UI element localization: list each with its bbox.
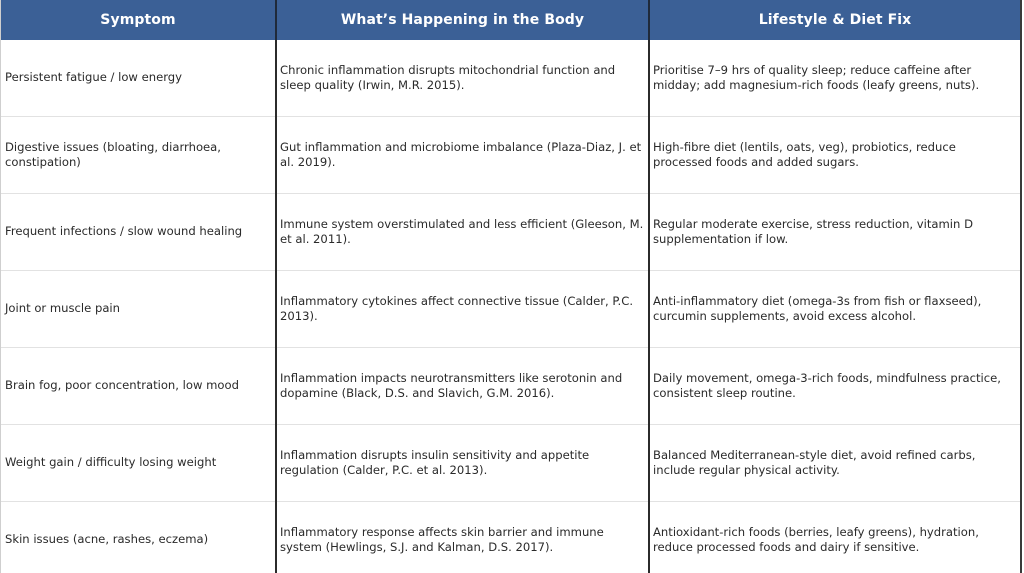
table-row bbox=[1, 502, 1020, 573]
symptom-table bbox=[1, 0, 1020, 573]
body-cell: Inflammatory response affects skin barrier and immune system (Hewlings, S.J. and Kalman, D.S. 2017). bbox=[276, 502, 649, 573]
table-row bbox=[1, 40, 1020, 117]
table-row bbox=[1, 117, 1020, 194]
column-header-symptom: Symptom bbox=[1, 0, 276, 40]
fix-cell: Regular moderate exercise, stress reduction, vitamin D supplementation if low. bbox=[649, 194, 1020, 271]
symptom-cell: Persistent fatigue / low energy bbox=[5, 70, 182, 85]
body-cell: Inflammation impacts neurotransmitters like serotonin and dopamine (Black, D.S. and Slavich, G.M. 2016). bbox=[276, 348, 649, 425]
table-row bbox=[1, 194, 1020, 271]
fix-cell: Antioxidant-rich foods (berries, leafy greens), hydration, reduce processed foods and dairy if sensitive. bbox=[649, 502, 1020, 573]
table-row bbox=[1, 425, 1020, 502]
fix-cell: Balanced Mediterranean-style diet, avoid refined carbs, include regular physical activity. bbox=[649, 425, 1020, 502]
body-cell: Inflammatory cytokines affect connective tissue (Calder, P.C. 2013). bbox=[276, 271, 649, 348]
table-body bbox=[1, 40, 1020, 573]
fix-cell: High-fibre diet (lentils, oats, veg), probiotics, reduce processed foods and added sugars. bbox=[649, 117, 1020, 194]
body-cell: Gut inflammation and microbiome imbalance (Plaza-Diaz, J. et al. 2019). bbox=[276, 117, 649, 194]
symptom-cell: Digestive issues (bloating, diarrhoea, constipation) bbox=[1, 117, 276, 194]
table-header bbox=[1, 0, 1020, 40]
column-header-fix: Lifestyle & Diet Fix bbox=[649, 0, 1020, 40]
fix-cell: Prioritise 7–9 hrs of quality sleep; reduce caffeine after midday; add magnesium-rich foods (leafy greens, nuts). bbox=[649, 40, 1020, 117]
header-row bbox=[1, 0, 1020, 40]
body-cell: Immune system overstimulated and less efficient (Gleeson, M. et al. 2011). bbox=[276, 194, 649, 271]
symptom-cell: Joint or muscle pain bbox=[1, 271, 276, 348]
fix-cell: Anti-inflammatory diet (omega-3s from fish or flaxseed), curcumin supplements, avoid excess alcohol. bbox=[649, 271, 1020, 348]
symptom-cell: Frequent infections / slow wound healing bbox=[1, 194, 276, 271]
column-header-body: What’s Happening in the Body bbox=[276, 0, 649, 40]
symptom-cell: Brain fog, poor concentration, low mood bbox=[1, 348, 276, 425]
body-cell: Inflammation disrupts insulin sensitivity and appetite regulation (Calder, P.C. et al. 2013). bbox=[276, 425, 649, 502]
symptom-cell: Weight gain / difficulty losing weight bbox=[1, 425, 276, 502]
fix-cell: Daily movement, omega-3-rich foods, mindfulness practice, consistent sleep routine. bbox=[649, 348, 1020, 425]
body-cell: Chronic inflammation disrupts mitochondrial function and sleep quality (Irwin, M.R. 2015). bbox=[276, 40, 649, 117]
symptom-cell: Skin issues (acne, rashes, eczema) bbox=[1, 502, 276, 573]
table-row bbox=[1, 348, 1020, 425]
table-row bbox=[1, 271, 1020, 348]
